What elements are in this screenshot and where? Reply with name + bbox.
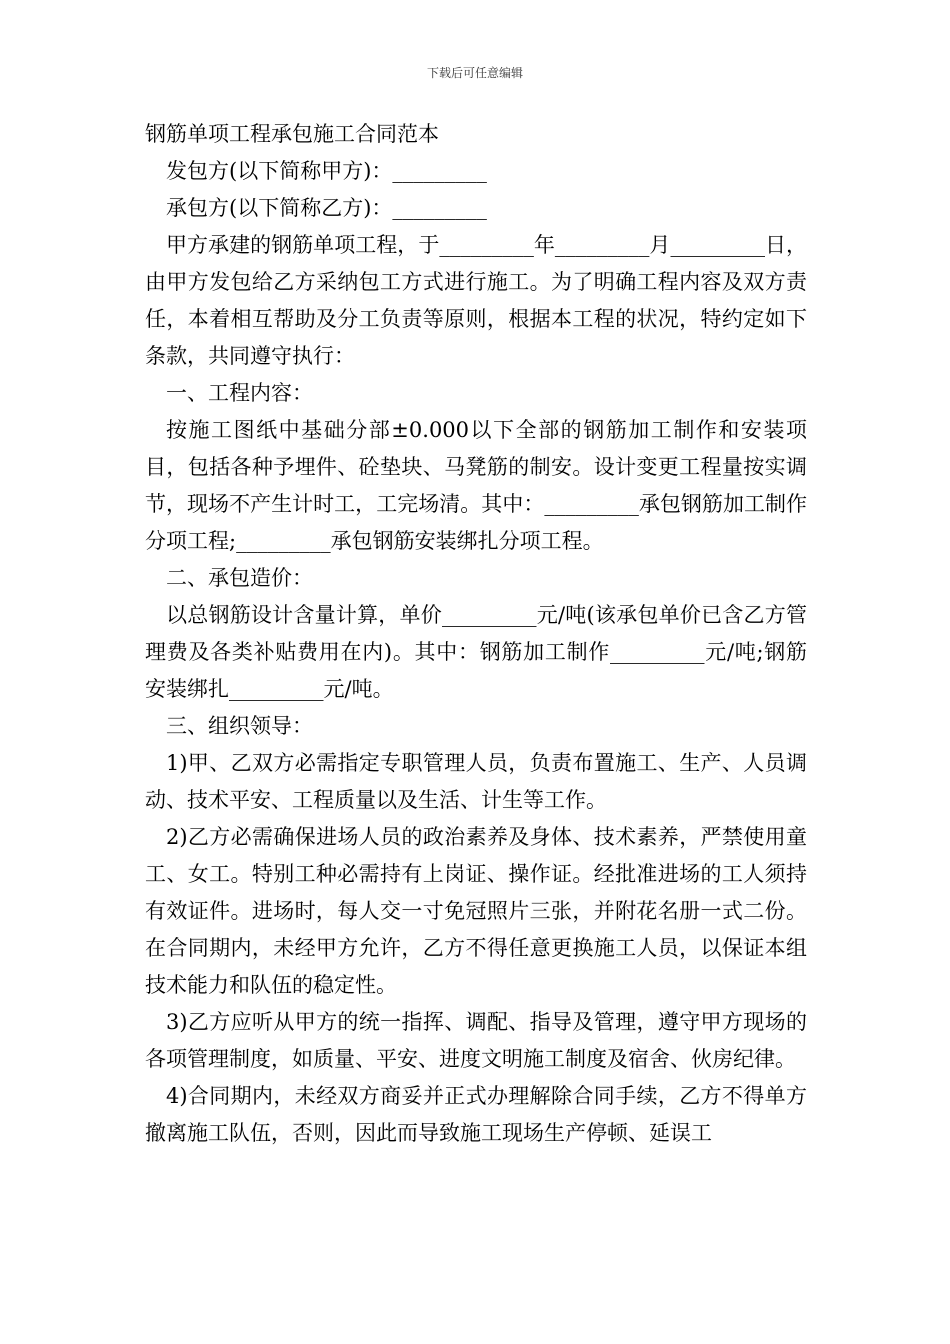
paragraph-intro: 甲方承建的钢筋单项工程，于_________年_________月_________日，由甲方发包给乙方采纳包工方式进行施工。为了明确工程内容及双方责任，本着相互帮助及分工负责等原则，根据本工程的状况，特约定如下条款，共同遵守执行： <box>145 233 807 368</box>
section-heading-3: 三、组织领导： <box>166 714 313 738</box>
paragraph-party-a: 发包方(以下简称甲方)：_________ <box>166 159 487 183</box>
paragraph-item-3: 3)乙方应听从甲方的统一指挥、调配、指导及管理，遵守甲方现场的各项管理制度，如质量、平安、进度文明施工制度及宿舍、伙房纪律。 <box>145 1010 807 1071</box>
document-title: 钢筋单项工程承包施工合同范本 <box>145 122 439 146</box>
section-heading-2: 二、承包造价： <box>166 566 313 590</box>
paragraph-scope: 按施工图纸中基础分部±0.000以下全部的钢筋加工制作和安装项目，包括各种予埋件、砼垫块、马凳筋的制安。设计变更工程量按实调节，现场不产生计时工，工完场清。其中：_________承包钢筋加工制作分项工程;_________承包钢筋安装绑扎分项工程。 <box>145 418 807 553</box>
section-heading-1: 一、工程内容： <box>166 381 313 405</box>
page-header: 下载后可任意编辑 <box>426 66 523 80</box>
paragraph-party-b: 承包方(以下简称乙方)：_________ <box>166 196 487 220</box>
paragraph-price: 以总钢筋设计含量计算，单价_________元/吨(该承包单价已含乙方管理费及各类补贴费用在内)。其中：钢筋加工制作_________元/吨;钢筋安装绑扎_________元/吨。 <box>145 603 807 701</box>
paragraph-item-1: 1)甲、乙双方必需指定专职管理人员，负责布置施工、生产、人员调动、技术平安、工程质量以及生活、计生等工作。 <box>145 751 807 812</box>
paragraph-item-4: 4)合同期内，未经双方商妥并正式办理解除合同手续，乙方不得单方撤离施工队伍，否则，因此而导致施工现场生产停顿、延误工 <box>145 1084 807 1145</box>
document-body <box>145 116 807 1152</box>
paragraph-item-2: 2)乙方必需确保进场人员的政治素养及身体、技术素养，严禁使用童工、女工。特别工种必需持有上岗证、操作证。经批准进场的工人须持有效证件。进场时，每人交一寸免冠照片三张，并附花名册一式二份。在合同期内，未经甲方允许，乙方不得任意更换施工人员，以保证本组技术能力和队伍的稳定性。 <box>145 825 807 997</box>
